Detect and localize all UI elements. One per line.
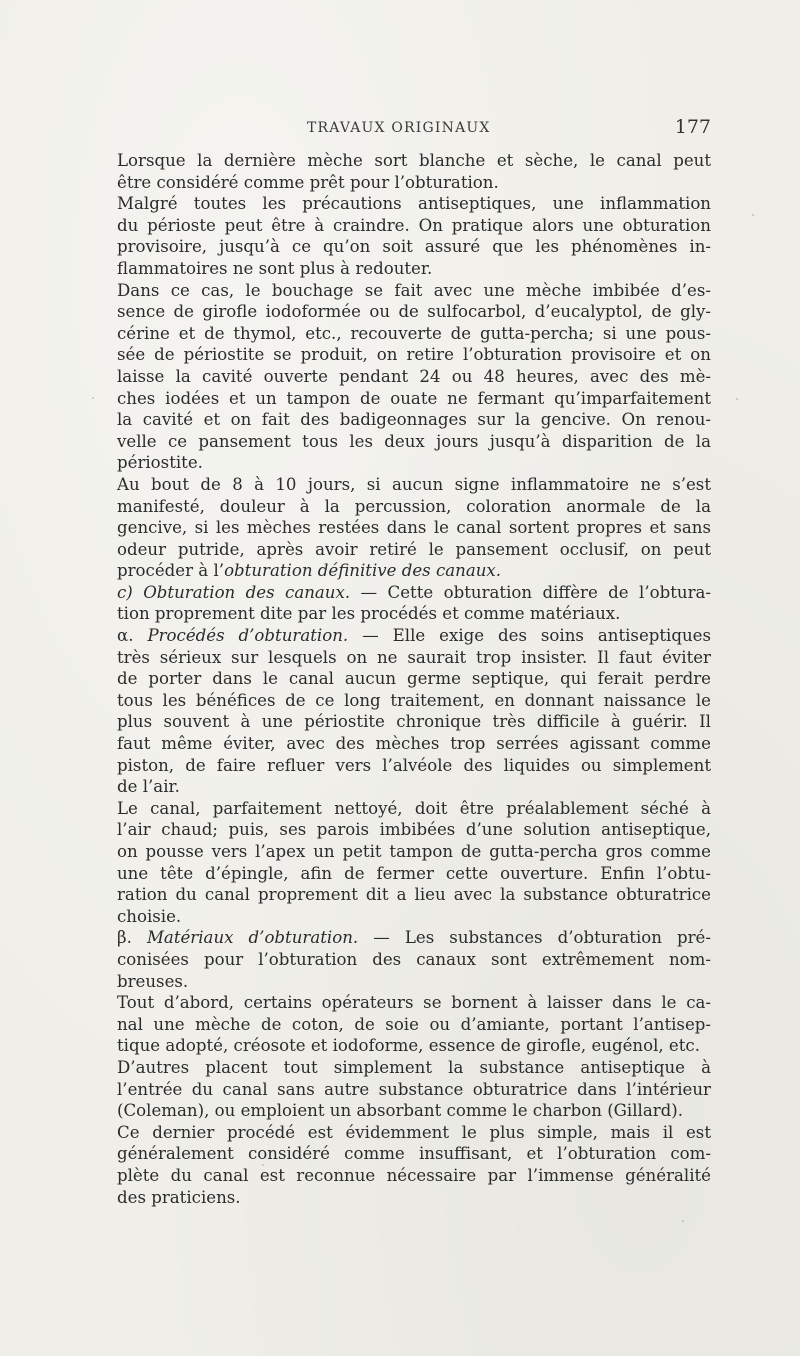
section-marker: c) bbox=[117, 582, 144, 602]
section-heading: Procédés d’obturation. bbox=[147, 626, 349, 646]
text-line: la cavité et on fait des badigeonnages sur la gencive. On renou- bbox=[117, 410, 711, 430]
text-line: odeur putride, après avoir retiré le pansement occlusif, on peut bbox=[117, 539, 711, 559]
running-title: TRAVAUX ORIGINAUX bbox=[307, 120, 491, 136]
paragraph bbox=[117, 1057, 711, 1122]
section-heading: Matériaux d’obturation. bbox=[146, 928, 359, 948]
text-line: plus souvent à une périostite chronique très difficile à guérir. Il bbox=[117, 712, 711, 732]
text-line: laisse la cavité ouverte pendant 24 ou 48 heures, avec des mè- bbox=[117, 366, 711, 386]
text-line: ration du canal proprement dit a lieu avec la substance obturatrice bbox=[117, 885, 711, 905]
scan-speck bbox=[682, 1220, 684, 1222]
text-line: (Coleman), ou emploient un absorbant comme le charbon (Gillard). bbox=[117, 1101, 684, 1121]
text-line: tion proprement dite par les procédés et comme matériaux. bbox=[117, 604, 621, 624]
paragraph bbox=[117, 992, 711, 1057]
paragraph bbox=[117, 1122, 711, 1208]
paragraph bbox=[117, 798, 711, 928]
text-line: piston, de faire refluer vers l’alvéole des liquides ou simplement bbox=[117, 755, 711, 775]
text-line: velle ce pansement tous les deux jours jusqu’à disparition de la bbox=[117, 431, 711, 451]
section-marker: α. bbox=[117, 626, 148, 646]
text-line: l’entrée du canal sans autre substance obturatrice dans l’intérieur bbox=[117, 1079, 711, 1099]
section-marker: β. bbox=[117, 928, 147, 948]
text-line: Dans ce cas, le bouchage se fait avec une mèche imbibée d’es- bbox=[117, 280, 711, 300]
text-line: tous les bénéfices de ce long traitement, en donnant naissance le bbox=[117, 690, 711, 710]
text-line: Malgré toutes les précautions antiseptiques, une inflammation bbox=[117, 194, 711, 214]
text-line bbox=[117, 625, 711, 647]
text-line: généralement considéré comme insuffisant, et l’obturation com- bbox=[117, 1144, 711, 1164]
text-line: Au bout de 8 à 10 jours, si aucun signe inflammatoire ne s’est bbox=[117, 474, 711, 494]
text-line: périostite. bbox=[117, 453, 203, 473]
text-fragment: procéder à l’ bbox=[117, 561, 225, 581]
italic-phrase: obturation définitive des canaux. bbox=[224, 561, 502, 581]
text-line: de porter dans le canal aucun germe septique, qui ferait perdre bbox=[117, 669, 711, 689]
scan-speck bbox=[736, 398, 738, 400]
page-number: 177 bbox=[674, 116, 711, 138]
body-text bbox=[117, 150, 711, 1208]
page-header bbox=[117, 118, 711, 142]
text-line: gencive, si les mèches restées dans le canal sortent propres et sans bbox=[117, 518, 711, 538]
text-fragment: — Elle exige des soins antiseptiques bbox=[348, 626, 712, 646]
text-line: être considéré comme prêt pour l’obturation. bbox=[117, 172, 499, 192]
text-line: du périoste peut être à craindre. On pratique alors une obturation bbox=[117, 215, 711, 235]
text-line: sence de girofle iodoformée ou de sulfocarbol, d’eucalyptol, de gly- bbox=[117, 302, 711, 322]
text-line: ches iodées et un tampon de ouate ne fermant qu’imparfaitement bbox=[117, 388, 711, 408]
text-line: des praticiens. bbox=[117, 1187, 241, 1207]
section-heading: Obturation des canaux. bbox=[143, 582, 351, 602]
section-paragraph bbox=[117, 582, 711, 625]
paragraph bbox=[117, 150, 711, 193]
scan-speck bbox=[752, 214, 754, 216]
text-line bbox=[117, 582, 711, 604]
text-line: on pousse vers l’apex un petit tampon de gutta-percha gros comme bbox=[117, 842, 711, 861]
text-line: plète du canal est reconnue nécessaire par l’immense généralité bbox=[117, 1165, 711, 1185]
text-fragment: — Les substances d’obturation pré- bbox=[358, 928, 711, 948]
section-paragraph bbox=[117, 625, 711, 798]
text-line: de l’air. bbox=[117, 777, 180, 797]
section-paragraph bbox=[117, 927, 711, 992]
scan-speck bbox=[92, 397, 94, 399]
text-line: Lorsque la dernière mèche sort blanche et sèche, le canal peut bbox=[117, 151, 711, 170]
text-line: breuses. bbox=[117, 971, 189, 991]
text-line: manifesté, douleur à la percussion, coloration anormale de la bbox=[117, 496, 711, 516]
paragraph bbox=[117, 280, 711, 474]
paragraph bbox=[117, 193, 711, 279]
text-line: Tout d’abord, certains opérateurs se bornent à laisser dans le ca- bbox=[117, 993, 711, 1013]
text-line: choisie. bbox=[117, 906, 182, 926]
text-line bbox=[117, 927, 711, 949]
text-fragment: — Cette obturation diffère de l’obtura- bbox=[350, 582, 712, 602]
text-line bbox=[117, 560, 711, 582]
text-line: faut même éviter, avec des mèches trop serrées agissant comme bbox=[117, 734, 711, 754]
text-line: D’autres placent tout simplement la substance antiseptique à bbox=[117, 1057, 711, 1077]
text-line: sée de périostite se produit, on retire l’obturation provisoire et on bbox=[117, 345, 711, 365]
text-line: Le canal, parfaitement nettoyé, doit être préalablement séché à bbox=[117, 798, 711, 818]
text-line: nal une mèche de coton, de soie ou d’amiante, portant l’antisep- bbox=[117, 1014, 711, 1034]
text-line: flammatoires ne sont plus à redouter. bbox=[117, 258, 433, 278]
text-line: conisées pour l’obturation des canaux sont extrêmement nom- bbox=[117, 949, 711, 969]
text-line: tique adopté, créosote et iodoforme, essence de girofle, eugénol, etc. bbox=[117, 1036, 700, 1056]
text-line: Ce dernier procédé est évidemment le plus simple, mais il est bbox=[117, 1122, 711, 1142]
text-line: l’air chaud; puis, ses parois imbibées d’une solution antiseptique, bbox=[117, 820, 711, 840]
text-line: cérine et de thymol, etc., recouverte de gutta-percha; si une pous- bbox=[117, 323, 711, 343]
text-line: provisoire, jusqu’à ce qu’on soit assuré que les phénomènes in- bbox=[117, 237, 711, 257]
text-line: très sérieux sur lesquels on ne saurait trop insister. Il faut éviter bbox=[117, 647, 711, 667]
text-line: une tête d’épingle, afin de fermer cette ouverture. Enfin l’obtu- bbox=[117, 863, 711, 883]
paragraph bbox=[117, 474, 711, 582]
scan-speck bbox=[262, 1164, 264, 1166]
